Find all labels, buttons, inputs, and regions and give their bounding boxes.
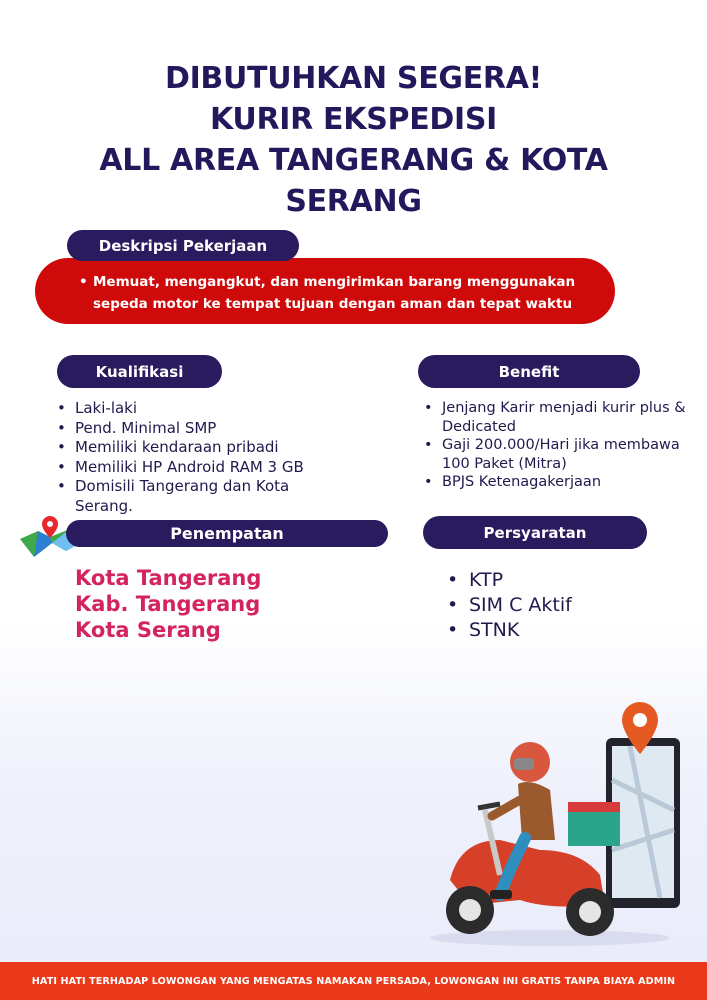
benefit-list <box>420 399 695 492</box>
list-item: • Memiliki kendaraan pribadi <box>53 438 353 458</box>
list-item: • STNK <box>445 618 572 643</box>
section-label-penempatan: Penempatan <box>66 520 388 547</box>
footer-warning: HATI HATI TERHADAP LOWONGAN YANG MENGATAS NAMAKAN PERSADA, LOWONGAN INI GRATIS TANPA BIAYA ADMIN <box>0 962 707 1000</box>
section-label-deskripsi: Deskripsi Pekerjaan <box>67 230 299 261</box>
list-item: Kab. Tangerang <box>75 592 261 616</box>
courier-scooter-illustration <box>430 700 690 955</box>
list-item: • Memiliki HP Android RAM 3 GB <box>53 458 353 478</box>
description-line-1: Memuat, mengangkut, dan mengirimkan barang menggunakan <box>93 274 576 290</box>
title-line-1: DIBUTUHKAN SEGERA! <box>164 61 543 96</box>
title-line-4: SERANG <box>285 184 422 219</box>
list-item: • Gaji 200.000/Hari jika membawa 100 Paket (Mitra) <box>420 436 690 473</box>
kualifikasi-list <box>53 399 353 516</box>
list-item: • Laki-laki <box>53 399 353 419</box>
title-line-2: KURIR EKSPEDISI <box>209 102 498 137</box>
title-line-3: ALL AREA TANGERANG & KOTA <box>99 143 608 178</box>
list-item: • KTP <box>445 568 572 593</box>
section-label-benefit: Benefit <box>418 355 640 388</box>
list-item: • Pend. Minimal SMP <box>53 419 353 439</box>
description-bullet: • <box>79 274 88 290</box>
section-label-persyaratan: Persyaratan <box>423 516 647 549</box>
section-label-kualifikasi: Kualifikasi <box>57 355 222 388</box>
description-line-2: sepeda motor ke tempat tujuan dengan aman dan tepat waktu <box>93 296 573 312</box>
list-item: • BPJS Ketenagakerjaan <box>420 473 695 492</box>
list-item: • Jenjang Karir menjadi kurir plus & Dedicated <box>420 399 690 436</box>
list-item: • SIM C Aktif <box>445 593 572 618</box>
page-title <box>0 58 707 222</box>
job-description-box <box>35 258 615 324</box>
list-item: Kota Serang <box>75 618 221 642</box>
list-item: • Domisili Tangerang dan Kota Serang. <box>53 477 328 516</box>
penempatan-list <box>75 565 261 643</box>
persyaratan-list <box>445 568 572 643</box>
list-item: Kota Tangerang <box>75 566 262 590</box>
